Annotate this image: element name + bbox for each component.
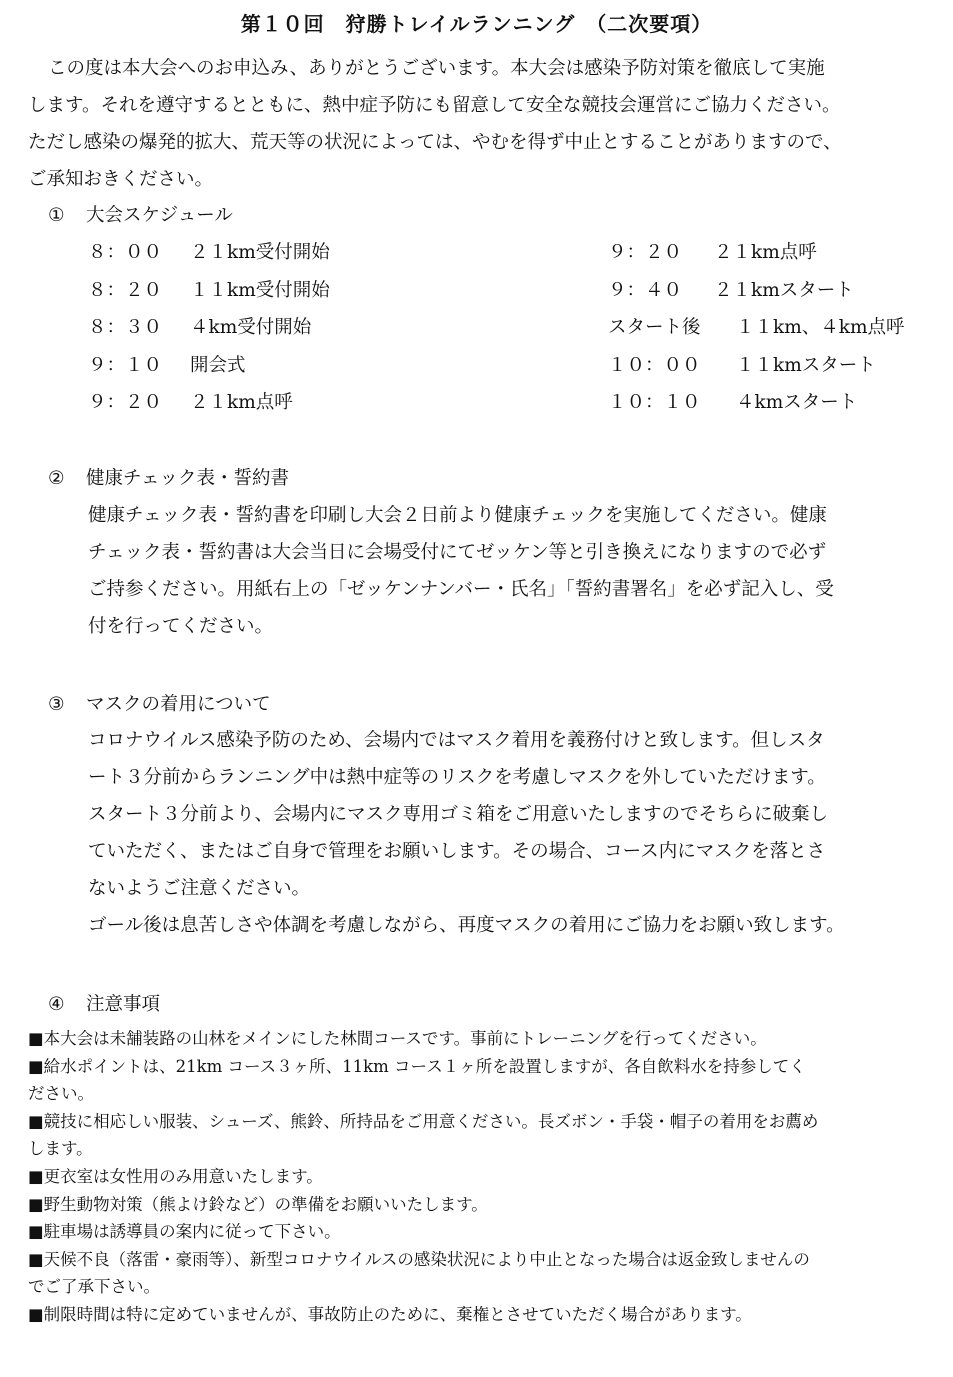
schedule-event: １１km受付開始 [190, 279, 330, 301]
intro-paragraph [28, 50, 928, 198]
schedule-time: ８：２０ [88, 279, 163, 301]
schedule-time: ９：４０ [608, 279, 683, 301]
section-title: 注意事項 [86, 994, 161, 1015]
section-heading-health-check [48, 464, 289, 490]
body-line: チェック表・誓約書は大会当日に会場受付にてゼッケン等と引き換えになりますので必ず [88, 542, 827, 563]
schedule-event: １１kmスタート [736, 354, 876, 376]
schedule-left-column [88, 234, 330, 422]
note-line: ださい。 [28, 1084, 94, 1104]
section-body-health-check [88, 497, 928, 645]
note-line: ■駐車場は誘導員の案内に従って下さい。 [28, 1222, 341, 1242]
body-line: ご持参ください。用紙右上の「ゼッケンナンバー・氏名」「誓約書署名」を必ず記入し、受 [88, 579, 834, 600]
intro-line: します。それを遵守するとともに、熱中症予防にも留意して安全な競技会運営にご協力ください。 [28, 95, 841, 116]
schedule-row [88, 347, 330, 385]
body-line: スタート３分前より、会場内にマスク専用ゴミ箱をご用意いたしますのでそちらに破棄し [88, 804, 829, 825]
section-title: 大会スケジュール [86, 205, 233, 226]
section-title: 健康チェック表・誓約書 [86, 468, 289, 489]
section-number: ① [48, 205, 65, 226]
section-heading-mask [48, 690, 271, 716]
schedule-right-column [608, 234, 905, 422]
schedule-row [608, 272, 905, 310]
schedule-row [608, 384, 905, 422]
schedule-time: スタート後 [608, 317, 701, 338]
schedule-event: ４kmスタート [736, 392, 858, 413]
note-line: ■競技に相応しい服装、シューズ、熊鈴、所持品をご用意ください。長ズボン・手袋・帽子の着用をお薦め [28, 1111, 819, 1131]
note-line: します。 [28, 1139, 93, 1159]
note-line: でご了承下さい。 [28, 1277, 160, 1297]
body-line: 付を行ってください。 [88, 616, 274, 637]
section-body-mask [88, 722, 928, 944]
schedule-row [88, 234, 330, 272]
schedule-time: １０：１０ [608, 392, 701, 413]
schedule-time: ９：２０ [608, 242, 683, 263]
section-number: ② [48, 468, 65, 489]
schedule-row [608, 234, 905, 272]
section-heading-notes [48, 990, 160, 1016]
schedule-event: ２１km受付開始 [190, 242, 330, 263]
note-line: ■野生動物対策（熊よけ鈴など）の準備をお願いいたします。 [28, 1194, 488, 1214]
page-title: 第１０回 狩勝トレイルランニング （二次要項） [240, 12, 713, 36]
schedule-time: ９：１０ [88, 354, 163, 376]
body-line: ート３分前からランニング中は熱中症等のリスクを考慮しマスクを外していただけます。 [88, 767, 826, 788]
schedule-row [608, 309, 905, 347]
schedule-event: １１km、４km点呼 [736, 317, 905, 338]
schedule-event: ２１km点呼 [190, 392, 293, 413]
body-line: ていただく、またはご自身で管理をお願いします。その場合、コース内にマスクを落とさ [88, 841, 826, 862]
schedule-row [88, 384, 330, 422]
schedule-time: ８：００ [88, 242, 163, 263]
intro-line: ただし感染の爆発的拡大、荒天等の状況によっては、やむを得ず中止とすることがありますので、 [28, 132, 842, 153]
note-line: ■制限時間は特に定めていませんが、事故防止のために、棄権とさせていただく場合があります。 [28, 1304, 752, 1324]
schedule-event: ２１kmスタート [714, 279, 854, 301]
schedule-row [88, 309, 330, 347]
schedule-row [608, 347, 905, 385]
note-line: ■更衣室は女性用のみ用意いたします。 [28, 1166, 323, 1186]
schedule-time: ８：３０ [88, 317, 163, 338]
schedule-row [88, 272, 330, 310]
schedule-time: １０：００ [608, 354, 701, 376]
schedule-event: ４km受付開始 [190, 317, 312, 338]
schedule-event: ２１km点呼 [714, 242, 817, 263]
note-line: ■給水ポイントは、21km コース３ヶ所、11km コース１ヶ所を設置しますが、各自飲料水を持参してく [28, 1056, 806, 1076]
body-line: ゴール後は息苦しさや体調を考慮しながら、再度マスクの着用にご協力をお願い致します。 [88, 915, 845, 936]
notes-list [28, 1025, 928, 1329]
body-line: コロナウイルス感染予防のため、会場内ではマスク着用を義務付けと致します。但しスタ [88, 730, 825, 751]
intro-line: この度は本大会へのお申込み、ありがとうございます。本大会は感染予防対策を徹底して実施 [48, 58, 825, 79]
note-line: ■本大会は未舗装路の山林をメインにした林間コースです。事前にトレーニングを行ってください。 [28, 1029, 767, 1048]
body-line: ないようご注意ください。 [88, 878, 311, 899]
schedule-time: ９：２０ [88, 392, 163, 413]
section-title: マスクの着用について [86, 694, 271, 715]
section-number: ③ [48, 694, 65, 715]
note-line: ■天候不良（落雷・豪雨等）、新型コロナウイルスの感染状況により中止となった場合は返金致しませんの [28, 1249, 810, 1269]
intro-line: ご承知おきください。 [28, 169, 214, 190]
section-number: ④ [48, 994, 65, 1015]
body-line: 健康チェック表・誓約書を印刷し大会２日前より健康チェックを実施してください。健康 [88, 505, 827, 526]
schedule-event: 開会式 [190, 354, 246, 376]
section-heading-schedule [48, 201, 233, 227]
